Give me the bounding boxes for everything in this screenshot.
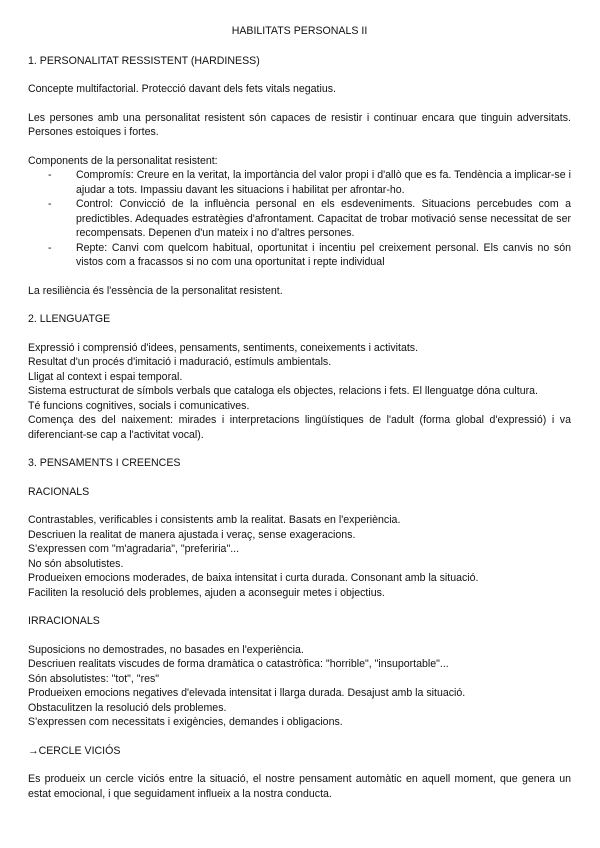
section-1-closing: La resiliència és l'essència de la personalitat resistent. (28, 284, 283, 297)
irracionals-heading: IRRACIONALS (28, 615, 100, 627)
text-line: Té funcions cognitives, socials i comunicatives. (28, 399, 250, 412)
racionals-heading: RACIONALS (28, 485, 90, 498)
section-1-heading: 1. PERSONALITAT RESSISTENT (HARDINESS) (28, 54, 260, 67)
text-line: Sistema estructurat de símbols verbals que cataloga els objectes, relacions i fets. El llenguatge dóna cultura. (28, 385, 538, 397)
component-item-compromis: - Compromís: Creure en la veritat, la importància del valor propi i d'allò que es fa. Tendència a implicar-se i ajudar a tots. Impassiu davant les situacions i habilitat per afrontar-ho. (76, 168, 571, 197)
component-item-control: - Control: Convicció de la influència personal en els esdeveniments. Situacions percebudes com a predictibles. Adequades estratègies d'afrontament. Capacitat de trobar motivació sense necessitat de ser recompensats. Depenen d'un mateix i no d'altres persones. (76, 197, 571, 241)
text-line: Descriuen la realitat de manera ajustada i veraç, sense exageracions. (28, 528, 356, 541)
section-3-heading: 3. PENSAMENTS I CREENCES (28, 457, 181, 469)
section-2-lines (28, 341, 571, 443)
section-2-heading: 2. LLENGUATGE (28, 313, 111, 325)
cercle-vicios-heading: →CERCLE VICIÓS (28, 744, 121, 757)
components-intro: Components de la personalitat resistent: (28, 154, 218, 167)
text-line: Faciliten la resolució dels problemes, ajuden a aconseguir metes i objectius. (28, 586, 385, 599)
document-page (28, 24, 571, 801)
irracionals-lines (28, 643, 571, 730)
text-line: Contrastables, verificables i consistents amb la realitat. Basats en l'experiència. (28, 514, 401, 526)
components-list (28, 168, 571, 270)
text-line: Suposicions no demostrades, no basades en l'experiència. (28, 643, 304, 656)
text-line: Obstaculitzen la resolució dels problemes. (28, 701, 227, 714)
text-line: Descriuen realitats viscudes de forma dramàtica o catastròfica: "horrible", "insuportable"... (28, 658, 449, 670)
text-line: S'expressen com necessitats i exigències, demandes i obligacions. (28, 716, 343, 728)
text-line: Expressió i comprensió d'idees, pensaments, sentiments, coneixements i activitats. (28, 341, 419, 354)
racionals-lines (28, 513, 571, 600)
document-title: HABILITATS PERSONALS II (231, 25, 368, 37)
text-line: Comença des del naixement: mirades i interpretacions lingüístiques de l'adult (forma global d'expressió) i va diferenciant-se cap a l'activitat vocal). (28, 414, 571, 441)
section-1-paragraph: Concepte multifactorial. Protecció davant dels fets vitals negatius. (28, 83, 336, 95)
text-line: Són absolutistes: "tot", "res" (28, 672, 160, 685)
text-line: Produeixen emocions moderades, de baixa intensitat i curta durada. Consonant amb la situació. (28, 572, 479, 584)
text-line: S'expressen com "m'agradaria", "preferiria"... (28, 543, 240, 555)
component-item-repte: - Repte: Canvi com quelcom habitual, oportunitat i incentiu pel creixement personal. Els canvis no són vistos com a fracassos si no com una oportunitat i repte individual (76, 241, 571, 270)
text-line: No són absolutistes. (28, 557, 124, 570)
text-line: Lligat al context i espai temporal. (28, 370, 183, 383)
cercle-vicios-text: Es produeix un cercle viciós entre la situació, el nostre pensament automàtic en aquell moment, que genera un estat emocional, i que seguidament influeix a la nostra conducta. (28, 773, 571, 800)
text-line: Resultat d'un procés d'imitació i maduració, estímuls ambientals. (28, 356, 332, 368)
text-line: Produeixen emocions negatives d'elevada intensitat i llarga durada. Desajust amb la situació. (28, 687, 466, 699)
section-1-paragraph: Les persones amb una personalitat resistent són capaces de resistir i continuar encara que tinguin adversitats. Persones estoiques i fortes. (28, 111, 571, 138)
